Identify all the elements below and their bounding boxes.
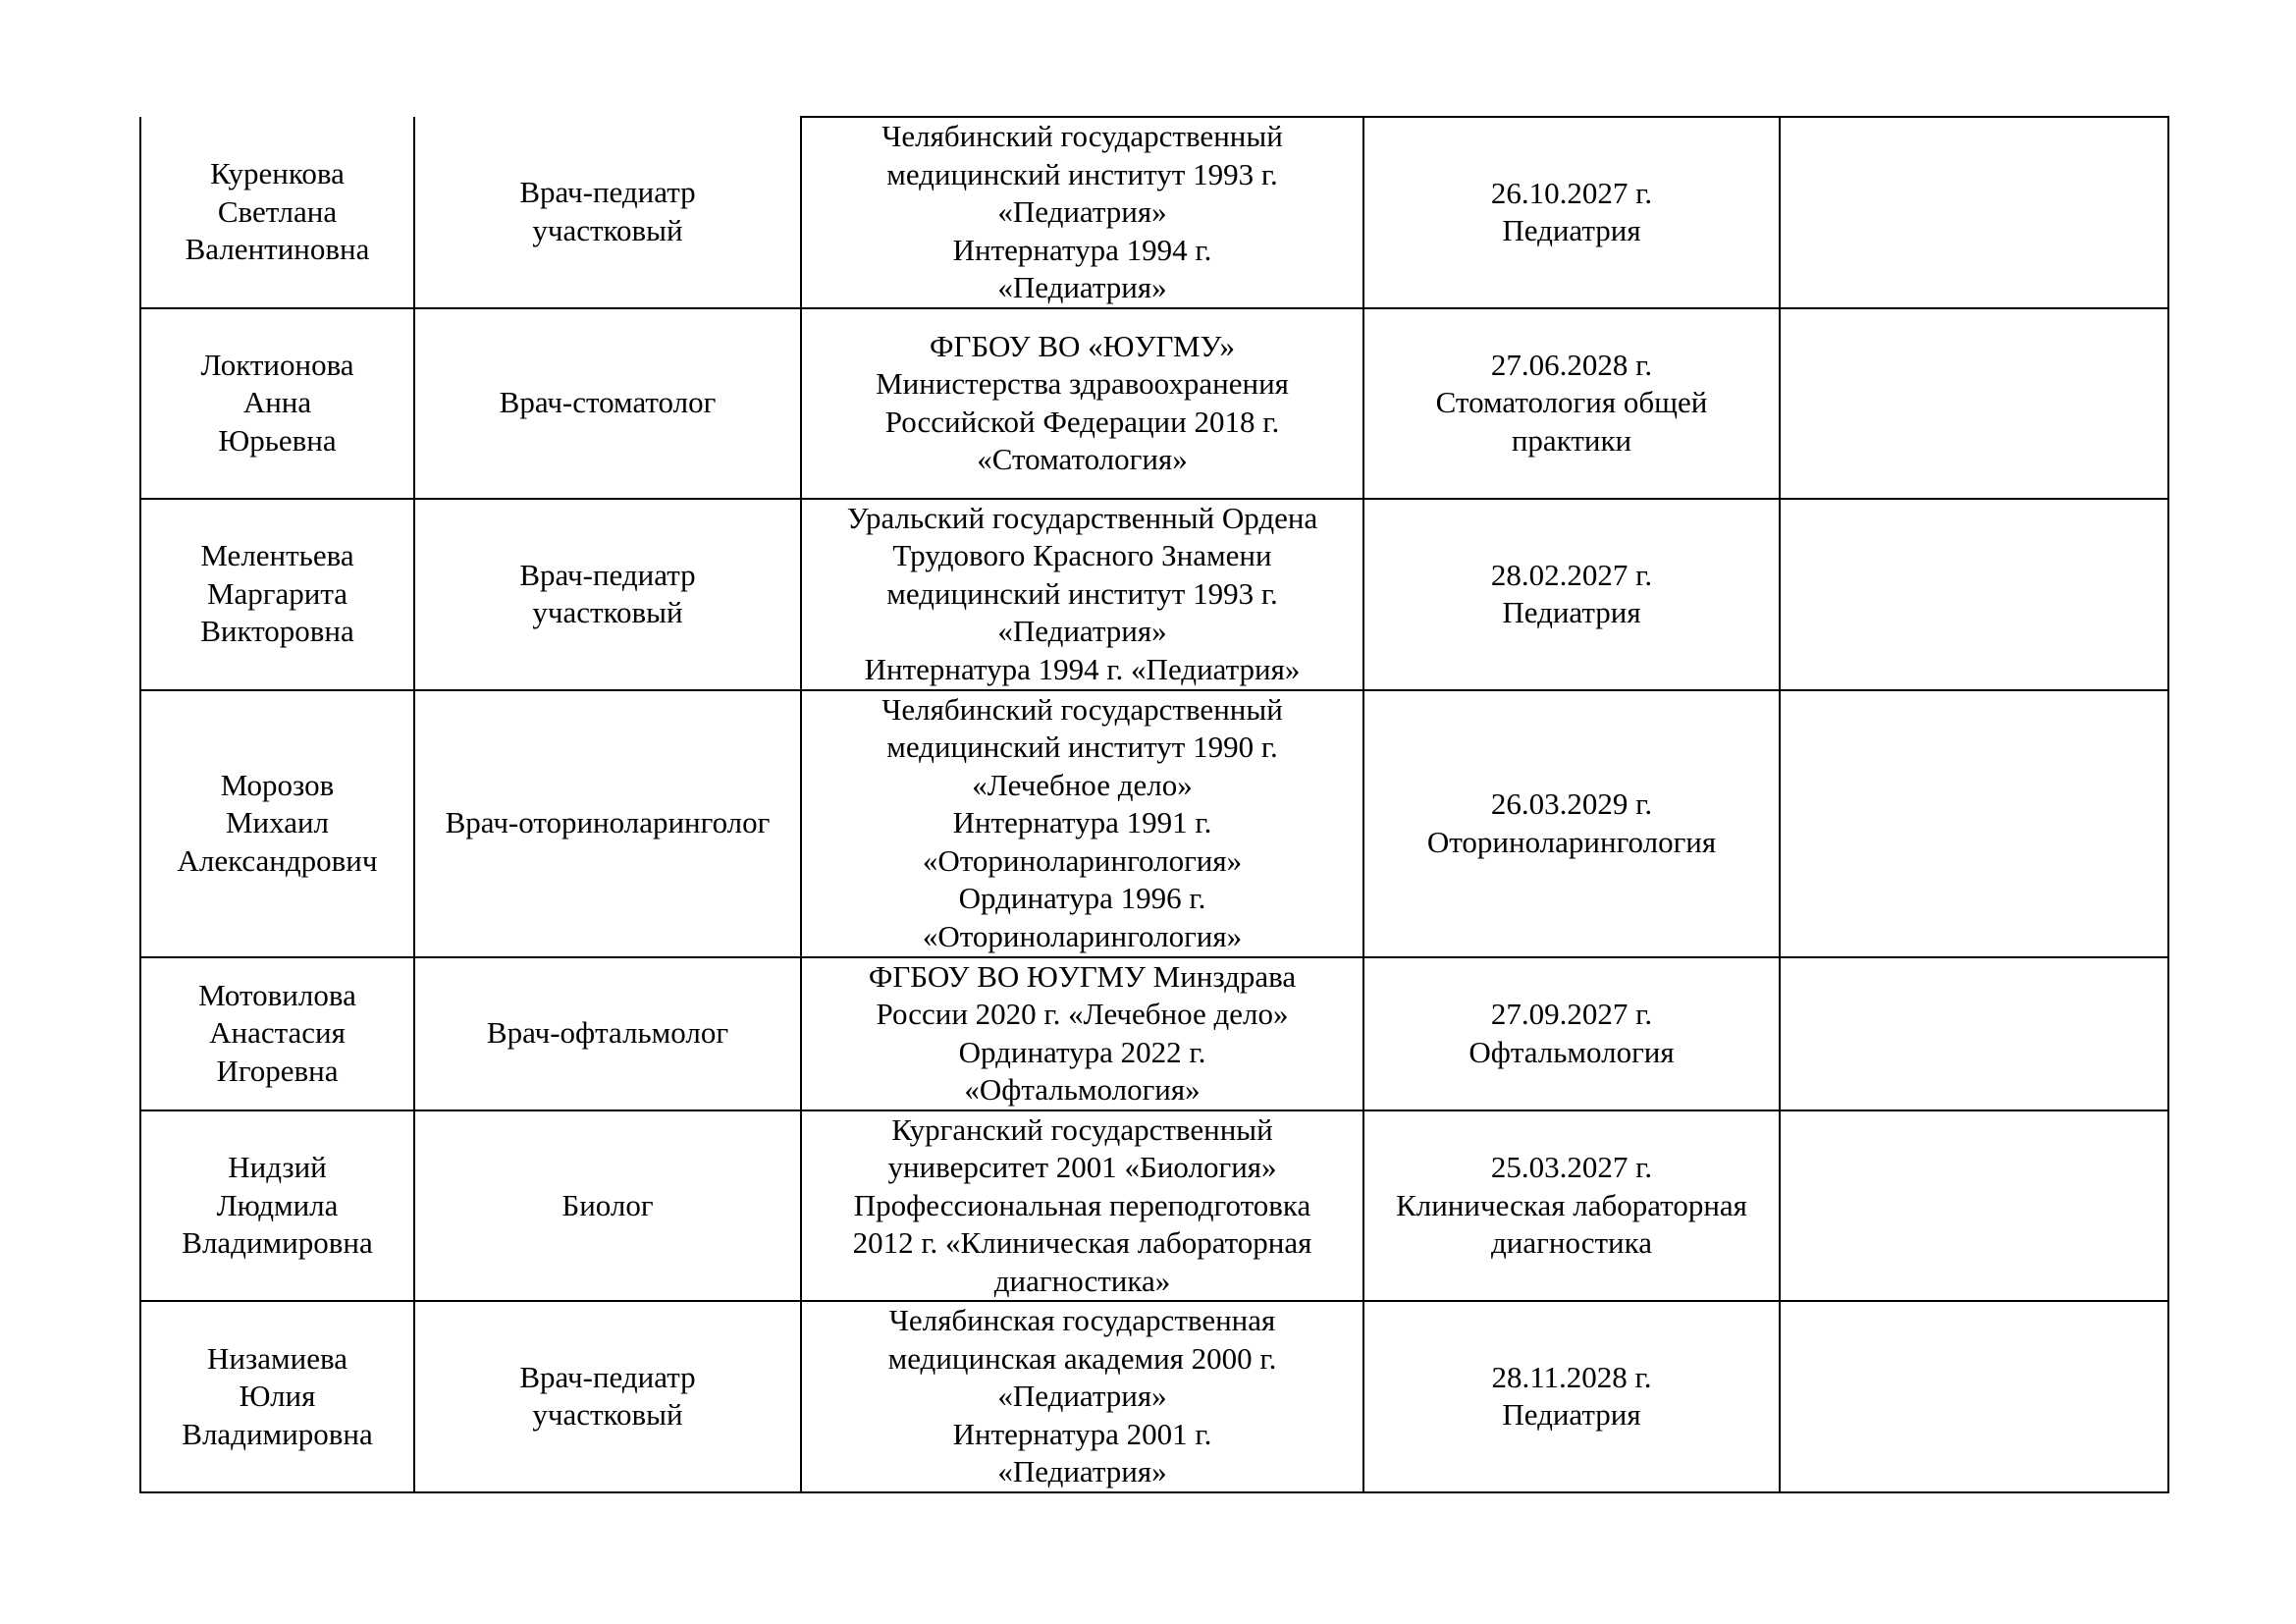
cell-text-line: «Педиатрия» xyxy=(997,1379,1167,1413)
table-row xyxy=(140,1301,2168,1492)
cell-text-line: «Офтальмология» xyxy=(964,1072,1201,1107)
cell-text-line: медицинская академия 2000 г. xyxy=(887,1340,1277,1376)
cell-text-line: Юрьевна xyxy=(218,422,337,458)
employee-name-cell xyxy=(140,957,414,1110)
cell-text-line: России 2020 г. «Лечебное дело» xyxy=(876,997,1289,1031)
cell-text-line: Маргарита xyxy=(206,575,348,611)
education-cell xyxy=(801,117,1363,308)
staff-table xyxy=(139,116,2169,1493)
cell-text-line: медицинский институт 1990 г. xyxy=(886,730,1278,765)
cell-text-line: участковый xyxy=(532,212,683,247)
cell-text-line: Нидзий xyxy=(228,1150,327,1184)
cell-text-line: «Педиатрия» xyxy=(997,194,1167,229)
cell-text-line: Челябинский государственный xyxy=(881,691,1283,727)
education-cell xyxy=(801,499,1363,690)
cell-text-line: участковый xyxy=(532,1397,683,1433)
cell-text-line: Министерства здравоохранения xyxy=(876,366,1289,401)
table-row xyxy=(140,117,2168,308)
note-cell xyxy=(1780,117,2168,308)
cell-text-line: медицинский институт 1993 г. xyxy=(886,156,1278,191)
cell-text-line: Интернатура 1991 г. xyxy=(952,805,1212,840)
cell-text-line: Клиническая лабораторная xyxy=(1396,1187,1747,1222)
education-cell xyxy=(801,308,1363,499)
cell-text-line: Светлана xyxy=(217,193,338,229)
position-cell xyxy=(414,117,801,308)
education-cell xyxy=(801,957,1363,1110)
table-row xyxy=(140,308,2168,499)
cell-text-line: Валентиновна xyxy=(185,232,370,266)
certificate-cell xyxy=(1363,1110,1780,1302)
cell-text-line: Биолог xyxy=(561,1187,654,1222)
cell-text-line: «Оториноларингология» xyxy=(922,842,1243,878)
cell-text-line: Владимировна xyxy=(182,1225,373,1260)
cell-text-line: 28.02.2027 г. xyxy=(1490,557,1653,592)
note-cell xyxy=(1780,308,2168,499)
cell-text-line: «Стоматология» xyxy=(977,442,1188,476)
note-cell xyxy=(1780,499,2168,690)
employee-name-cell xyxy=(140,1301,414,1492)
cell-text-line: Интернатура 1994 г. xyxy=(952,232,1212,267)
cell-text-line: Врач-педиатр xyxy=(519,175,696,210)
cell-text-line: Педиатрия xyxy=(1502,595,1641,629)
note-cell xyxy=(1780,1301,2168,1492)
cell-text-line: 26.03.2029 г. xyxy=(1490,786,1653,821)
cell-text-line: Куренкова xyxy=(210,156,345,190)
cell-text-line: университет 2001 «Биология» xyxy=(887,1150,1277,1184)
cell-text-line: Врач-офтальмолог xyxy=(486,1015,729,1051)
cell-text-line: «Оториноларингология» xyxy=(922,918,1243,953)
cell-text-line: Стоматология общей xyxy=(1435,385,1708,420)
certificate-cell xyxy=(1363,957,1780,1110)
table-row xyxy=(140,690,2168,957)
position-cell xyxy=(414,957,801,1110)
table-row xyxy=(140,1110,2168,1302)
cell-text-line: Ординатура 1996 г. xyxy=(958,881,1206,916)
note-cell xyxy=(1780,690,2168,957)
cell-text-line: 27.09.2027 г. xyxy=(1490,997,1653,1031)
position-cell xyxy=(414,1110,801,1302)
position-cell xyxy=(414,308,801,499)
certificate-cell xyxy=(1363,499,1780,690)
cell-text-line: ФГБОУ ВО «ЮУГМУ» xyxy=(929,328,1236,363)
cell-text-line: Игоревна xyxy=(216,1053,339,1088)
education-cell xyxy=(801,1110,1363,1302)
cell-text-line: Людмила xyxy=(216,1187,339,1222)
cell-text-line: участковый xyxy=(532,595,683,629)
cell-text-line: Российской Федерации 2018 г. xyxy=(884,404,1280,439)
cell-text-line: Морозов xyxy=(220,767,335,802)
education-cell xyxy=(801,1301,1363,1492)
cell-text-line: Александрович xyxy=(177,842,378,878)
staff-table-body xyxy=(140,117,2168,1492)
cell-text-line: 27.06.2028 г. xyxy=(1490,347,1653,382)
cell-text-line: Мелентьева xyxy=(200,538,354,573)
cell-text-line: Анастасия xyxy=(209,1015,346,1051)
cell-text-line: Врач-оториноларинголог xyxy=(445,805,771,840)
cell-text-line: Мотовилова xyxy=(198,977,356,1012)
cell-text-line: «Педиатрия» xyxy=(997,614,1167,649)
cell-text-line: «Лечебное дело» xyxy=(972,767,1193,802)
employee-name-cell xyxy=(140,499,414,690)
cell-text-line: Профессиональная переподготовка xyxy=(853,1187,1311,1222)
cell-text-line: 26.10.2027 г. xyxy=(1490,175,1653,210)
education-cell xyxy=(801,690,1363,957)
cell-text-line: ФГБОУ ВО ЮУГМУ Минздрава xyxy=(868,958,1297,994)
cell-text-line: «Педиатрия» xyxy=(997,270,1167,304)
position-cell xyxy=(414,1301,801,1492)
cell-text-line: «Педиатрия» xyxy=(997,1454,1167,1489)
cell-text-line: Уральский государственный Ордена xyxy=(846,500,1318,535)
cell-text-line: практики xyxy=(1511,422,1632,458)
table-row xyxy=(140,957,2168,1110)
cell-text-line: Низамиева xyxy=(207,1340,347,1376)
certificate-cell xyxy=(1363,1301,1780,1492)
cell-text-line: Оториноларингология xyxy=(1426,824,1717,859)
cell-text-line: Педиатрия xyxy=(1502,213,1641,248)
cell-text-line: Курганский государственный xyxy=(891,1111,1273,1147)
cell-text-line: Михаил xyxy=(225,805,330,840)
cell-text-line: 28.11.2028 г. xyxy=(1491,1359,1652,1394)
cell-text-line: диагностика xyxy=(1491,1225,1652,1260)
cell-text-line: Владимировна xyxy=(182,1416,373,1451)
cell-text-line: Ординатура 2022 г. xyxy=(958,1034,1206,1069)
certificate-cell xyxy=(1363,117,1780,308)
table-row xyxy=(140,499,2168,690)
employee-name-cell xyxy=(140,690,414,957)
cell-text-line: Врач-педиатр xyxy=(519,557,696,592)
employee-name-cell xyxy=(140,1110,414,1302)
cell-text-line: медицинский институт 1993 г. xyxy=(886,575,1278,611)
cell-text-line: Врач-педиатр xyxy=(519,1359,696,1394)
position-cell xyxy=(414,690,801,957)
cell-text-line: Анна xyxy=(242,385,312,420)
note-cell xyxy=(1780,957,2168,1110)
cell-text-line: Челябинский государственный xyxy=(881,119,1283,153)
certificate-cell xyxy=(1363,308,1780,499)
note-cell xyxy=(1780,1110,2168,1302)
cell-text-line: Юлия xyxy=(239,1379,316,1413)
cell-text-line: Интернатура 1994 г. «Педиатрия» xyxy=(864,651,1301,686)
cell-text-line: диагностика» xyxy=(993,1263,1171,1298)
cell-text-line: Интернатура 2001 г. xyxy=(952,1416,1212,1451)
cell-text-line: Челябинская государственная xyxy=(888,1303,1276,1337)
cell-text-line: Локтионова xyxy=(200,347,354,382)
cell-text-line: Офтальмология xyxy=(1468,1034,1675,1069)
cell-text-line: Врач-стоматолог xyxy=(499,385,717,420)
cell-text-line: 2012 г. «Клиническая лабораторная xyxy=(852,1225,1312,1260)
cell-text-line: Викторовна xyxy=(200,614,354,649)
cell-text-line: Трудового Красного Знамени xyxy=(892,538,1272,573)
employee-name-cell xyxy=(140,117,414,308)
certificate-cell xyxy=(1363,690,1780,957)
cell-text-line: Педиатрия xyxy=(1502,1397,1641,1433)
employee-name-cell xyxy=(140,308,414,499)
cell-text-line: 25.03.2027 г. xyxy=(1490,1150,1653,1184)
position-cell xyxy=(414,499,801,690)
